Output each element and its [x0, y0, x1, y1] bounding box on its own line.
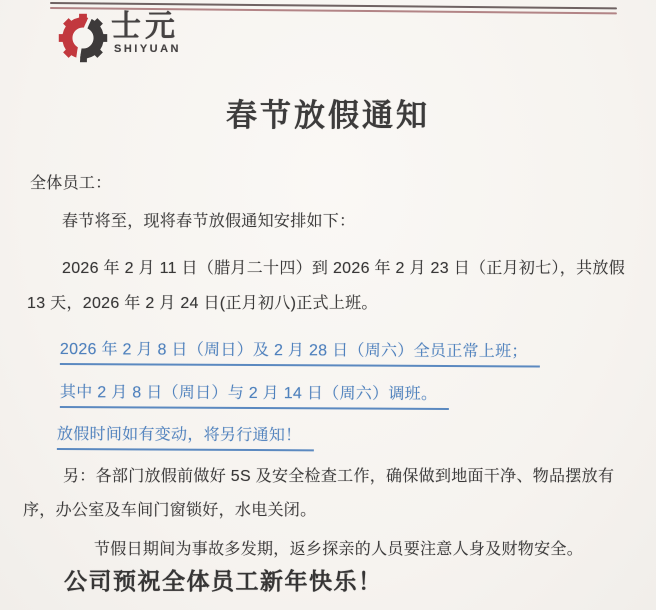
- change-notice-line-text: 放假时间如有变动，将另行通知！: [57, 424, 314, 451]
- safety-check-line-2: 序，办公室及车间门窗锁好，水电关闭。: [23, 502, 317, 519]
- safety-check-line-1: 另：各部门放假前做好 5S 及安全检查工作，确保做到地面干净、物品摆放有: [63, 468, 615, 485]
- salutation-line: 全体员工：: [30, 175, 112, 192]
- holiday-dates-line-1: 2026 年 2 月 11 日（腊月二十四）到 2026 年 2 月 23 日（正月初七），共放假: [62, 260, 625, 277]
- work-adjustment-line-2: [60, 382, 449, 410]
- travel-safety-line: 节假日期间为事故多发期，返乡探亲的人员要注意人身及财物安全。: [94, 541, 584, 558]
- company-logo: [57, 10, 182, 63]
- work-adjustment-line-2-text: 其中 2 月 8 日（周日）与 2 月 14 日（周六）调班。: [60, 382, 449, 410]
- holiday-dates-line-2: 13 天，2026 年 2 月 24 日(正月初八)正式上班。: [27, 295, 378, 312]
- work-adjustment-line-1: [60, 339, 540, 368]
- logo-company-name-latin: SHIYUAN: [114, 43, 182, 55]
- logo-text: [111, 11, 181, 55]
- work-adjustment-line-1-text: 2026 年 2 月 8 日（周日）及 2 月 28 日（周六）全员正常上班；: [60, 339, 540, 368]
- gear-icon: [57, 13, 109, 63]
- closing-greeting-line: 公司预祝全体员工新年快乐！: [64, 568, 383, 594]
- notice-title: 春节放假通知: [226, 98, 430, 133]
- change-notice-line: [57, 424, 314, 451]
- intro-line: 春节将至，现将春节放假通知安排如下：: [62, 213, 356, 230]
- logo-company-name: 士元: [111, 10, 179, 43]
